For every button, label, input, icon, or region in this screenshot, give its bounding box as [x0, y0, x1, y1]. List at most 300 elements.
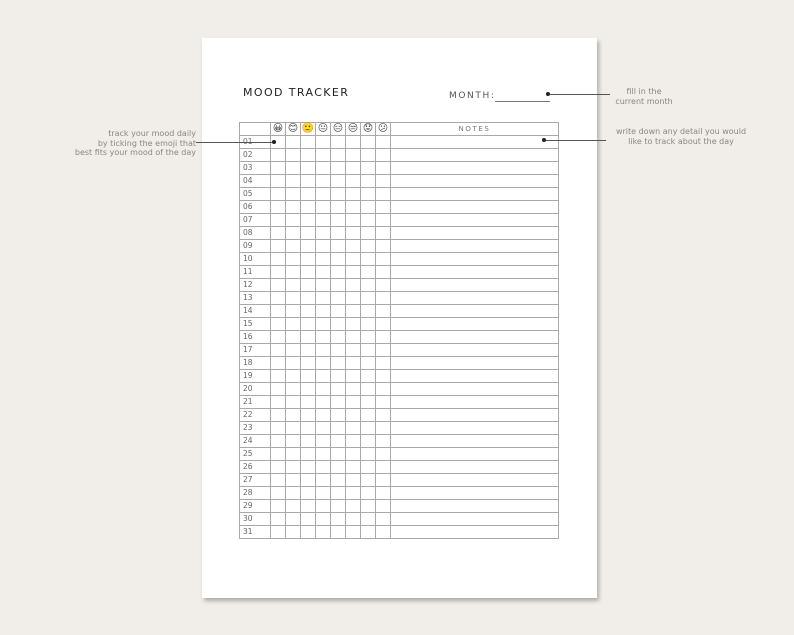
mood-checkbox[interactable]	[361, 266, 376, 279]
mood-checkbox[interactable]	[331, 136, 346, 149]
notes-cell[interactable]	[391, 292, 559, 305]
mood-checkbox[interactable]	[376, 214, 391, 227]
mood-checkbox[interactable]	[316, 162, 331, 175]
mood-checkbox[interactable]	[286, 318, 301, 331]
mood-checkbox[interactable]	[346, 201, 361, 214]
mood-checkbox[interactable]	[271, 461, 286, 474]
mood-checkbox[interactable]	[316, 279, 331, 292]
mood-checkbox[interactable]	[271, 318, 286, 331]
mood-checkbox[interactable]	[301, 357, 316, 370]
mood-checkbox[interactable]	[316, 292, 331, 305]
mood-checkbox[interactable]	[346, 435, 361, 448]
mood-checkbox[interactable]	[361, 240, 376, 253]
mood-checkbox[interactable]	[271, 266, 286, 279]
month-input-line[interactable]	[495, 101, 550, 102]
mood-checkbox[interactable]	[376, 526, 391, 539]
mood-checkbox[interactable]	[376, 383, 391, 396]
mood-checkbox[interactable]	[331, 318, 346, 331]
mood-checkbox[interactable]	[361, 474, 376, 487]
mood-checkbox[interactable]	[316, 253, 331, 266]
mood-checkbox[interactable]	[301, 279, 316, 292]
mood-checkbox[interactable]	[331, 331, 346, 344]
mood-checkbox[interactable]	[376, 292, 391, 305]
mood-checkbox[interactable]	[346, 500, 361, 513]
mood-checkbox[interactable]	[331, 435, 346, 448]
notes-cell[interactable]	[391, 500, 559, 513]
mood-checkbox[interactable]	[376, 305, 391, 318]
mood-checkbox[interactable]	[361, 487, 376, 500]
mood-checkbox[interactable]	[361, 383, 376, 396]
mood-checkbox[interactable]	[286, 344, 301, 357]
notes-cell[interactable]	[391, 279, 559, 292]
mood-checkbox[interactable]	[316, 149, 331, 162]
notes-cell[interactable]	[391, 357, 559, 370]
day-row	[240, 214, 559, 227]
mood-checkbox[interactable]	[301, 526, 316, 539]
mood-checkbox[interactable]	[316, 513, 331, 526]
mood-checkbox[interactable]	[316, 487, 331, 500]
notes-cell[interactable]	[391, 526, 559, 539]
mood-checkbox[interactable]	[346, 422, 361, 435]
mood-checkbox[interactable]	[376, 266, 391, 279]
mood-checkbox[interactable]	[316, 344, 331, 357]
mood-checkbox[interactable]	[346, 253, 361, 266]
mood-checkbox[interactable]	[286, 526, 301, 539]
notes-cell[interactable]	[391, 214, 559, 227]
mood-checkbox[interactable]	[316, 331, 331, 344]
mood-checkbox[interactable]	[271, 149, 286, 162]
mood-checkbox[interactable]	[316, 305, 331, 318]
mood-checkbox[interactable]	[286, 149, 301, 162]
mood-checkbox[interactable]	[301, 409, 316, 422]
mood-checkbox[interactable]	[316, 383, 331, 396]
mood-checkbox[interactable]	[346, 279, 361, 292]
mood-checkbox[interactable]	[286, 214, 301, 227]
mood-checkbox[interactable]	[331, 383, 346, 396]
mood-checkbox[interactable]	[331, 474, 346, 487]
mood-checkbox[interactable]	[271, 253, 286, 266]
mood-checkbox[interactable]	[361, 318, 376, 331]
mood-checkbox[interactable]	[271, 201, 286, 214]
mood-checkbox[interactable]	[271, 227, 286, 240]
mood-checkbox[interactable]	[316, 409, 331, 422]
mood-checkbox[interactable]	[376, 318, 391, 331]
mood-checkbox[interactable]	[301, 448, 316, 461]
mood-checkbox[interactable]	[271, 240, 286, 253]
mood-checkbox[interactable]	[331, 266, 346, 279]
mood-checkbox[interactable]	[316, 370, 331, 383]
mood-checkbox[interactable]	[301, 474, 316, 487]
mood-checkbox[interactable]	[271, 292, 286, 305]
mood-leader-line	[196, 142, 273, 143]
mood-checkbox[interactable]	[316, 175, 331, 188]
mood-checkbox[interactable]	[331, 201, 346, 214]
mood-checkbox[interactable]	[301, 422, 316, 435]
mood-checkbox[interactable]	[346, 396, 361, 409]
mood-checkbox[interactable]	[361, 409, 376, 422]
mood-checkbox[interactable]	[316, 422, 331, 435]
mood-checkbox[interactable]	[361, 162, 376, 175]
mood-checkbox[interactable]	[361, 435, 376, 448]
mood-checkbox[interactable]	[316, 318, 331, 331]
mood-checkbox[interactable]	[331, 461, 346, 474]
mood-checkbox[interactable]	[301, 188, 316, 201]
mood-checkbox[interactable]	[316, 240, 331, 253]
mood-checkbox[interactable]	[361, 422, 376, 435]
mood-checkbox[interactable]	[376, 448, 391, 461]
mood-checkbox[interactable]	[361, 357, 376, 370]
mood-checkbox[interactable]	[331, 279, 346, 292]
mood-checkbox[interactable]	[301, 162, 316, 175]
mood-checkbox[interactable]	[301, 240, 316, 253]
mood-checkbox[interactable]	[271, 474, 286, 487]
mood-checkbox[interactable]	[331, 500, 346, 513]
mood-emoji-icon: 😕	[376, 123, 391, 136]
mood-checkbox[interactable]	[361, 370, 376, 383]
mood-checkbox[interactable]	[376, 240, 391, 253]
mood-checkbox[interactable]	[271, 448, 286, 461]
mood-checkbox[interactable]	[286, 474, 301, 487]
mood-emoji-icon: 😒	[346, 123, 361, 136]
mood-checkbox[interactable]	[271, 331, 286, 344]
notes-cell[interactable]	[391, 513, 559, 526]
notes-cell[interactable]	[391, 240, 559, 253]
mood-checkbox[interactable]	[331, 344, 346, 357]
mood-checkbox[interactable]	[346, 149, 361, 162]
mood-checkbox[interactable]	[286, 461, 301, 474]
mood-checkbox[interactable]	[301, 136, 316, 149]
mood-checkbox[interactable]	[376, 162, 391, 175]
notes-cell[interactable]	[391, 396, 559, 409]
notes-cell[interactable]	[391, 409, 559, 422]
mood-checkbox[interactable]	[376, 500, 391, 513]
mood-checkbox[interactable]	[376, 344, 391, 357]
mood-checkbox[interactable]	[271, 526, 286, 539]
mood-checkbox[interactable]	[376, 461, 391, 474]
mood-checkbox[interactable]	[316, 136, 331, 149]
notes-cell[interactable]	[391, 149, 559, 162]
mood-checkbox[interactable]	[331, 396, 346, 409]
mood-checkbox[interactable]	[346, 513, 361, 526]
mood-checkbox[interactable]	[286, 279, 301, 292]
notes-cell[interactable]	[391, 253, 559, 266]
mood-checkbox[interactable]	[301, 175, 316, 188]
mood-checkbox[interactable]	[271, 344, 286, 357]
mood-checkbox[interactable]	[376, 357, 391, 370]
mood-checkbox[interactable]	[361, 396, 376, 409]
mood-checkbox[interactable]	[331, 526, 346, 539]
mood-checkbox[interactable]	[361, 526, 376, 539]
mood-checkbox[interactable]	[346, 370, 361, 383]
mood-checkbox[interactable]	[331, 175, 346, 188]
notes-cell[interactable]	[391, 318, 559, 331]
mood-checkbox[interactable]	[271, 383, 286, 396]
notes-cell[interactable]	[391, 487, 559, 500]
day-number: 02	[240, 149, 271, 162]
mood-checkbox[interactable]	[301, 305, 316, 318]
mood-checkbox[interactable]	[376, 435, 391, 448]
mood-checkbox[interactable]	[271, 279, 286, 292]
notes-cell[interactable]	[391, 331, 559, 344]
mood-checkbox[interactable]	[316, 201, 331, 214]
mood-checkbox[interactable]	[346, 526, 361, 539]
notes-cell[interactable]	[391, 344, 559, 357]
mood-checkbox[interactable]	[346, 214, 361, 227]
mood-checkbox[interactable]	[331, 253, 346, 266]
mood-checkbox[interactable]	[361, 448, 376, 461]
mood-checkbox[interactable]	[316, 448, 331, 461]
mood-checkbox[interactable]	[346, 240, 361, 253]
mood-checkbox[interactable]	[286, 240, 301, 253]
mood-checkbox[interactable]	[361, 513, 376, 526]
mood-checkbox[interactable]	[346, 487, 361, 500]
mood-checkbox[interactable]	[331, 487, 346, 500]
mood-checkbox[interactable]	[286, 331, 301, 344]
day-row	[240, 448, 559, 461]
mood-checkbox[interactable]	[301, 214, 316, 227]
mood-checkbox[interactable]	[376, 422, 391, 435]
mood-checkbox[interactable]	[316, 526, 331, 539]
mood-checkbox[interactable]	[346, 331, 361, 344]
mood-checkbox[interactable]	[316, 214, 331, 227]
notes-cell[interactable]	[391, 227, 559, 240]
mood-checkbox[interactable]	[346, 136, 361, 149]
mood-checkbox[interactable]	[331, 149, 346, 162]
annotation-line: best fits your mood of the day	[74, 148, 196, 157]
mood-checkbox[interactable]	[361, 227, 376, 240]
mood-checkbox[interactable]	[286, 500, 301, 513]
day-number: 12	[240, 279, 271, 292]
mood-checkbox[interactable]	[331, 162, 346, 175]
notes-cell[interactable]	[391, 175, 559, 188]
mood-checkbox[interactable]	[301, 331, 316, 344]
notes-cell[interactable]	[391, 422, 559, 435]
mood-checkbox[interactable]	[271, 214, 286, 227]
mood-checkbox[interactable]	[331, 227, 346, 240]
mood-checkbox[interactable]	[361, 253, 376, 266]
mood-checkbox[interactable]	[301, 292, 316, 305]
annotation-line: track your mood daily	[108, 129, 196, 138]
mood-checkbox[interactable]	[286, 448, 301, 461]
mood-checkbox[interactable]	[376, 227, 391, 240]
annotation-line: by ticking the emoji that	[97, 138, 196, 148]
mood-checkbox[interactable]	[301, 344, 316, 357]
mood-checkbox[interactable]	[316, 396, 331, 409]
mood-checkbox[interactable]	[286, 422, 301, 435]
mood-checkbox[interactable]	[301, 266, 316, 279]
notes-cell[interactable]	[391, 188, 559, 201]
mood-checkbox[interactable]	[346, 383, 361, 396]
mood-checkbox[interactable]	[301, 513, 316, 526]
mood-checkbox[interactable]	[331, 422, 346, 435]
mood-checkbox[interactable]	[286, 201, 301, 214]
mood-checkbox[interactable]	[316, 500, 331, 513]
mood-checkbox[interactable]	[346, 162, 361, 175]
mood-checkbox[interactable]	[346, 409, 361, 422]
mood-checkbox[interactable]	[331, 513, 346, 526]
mood-checkbox[interactable]	[301, 435, 316, 448]
page-title: MOOD TRACKER	[243, 86, 350, 99]
mood-checkbox[interactable]	[376, 253, 391, 266]
mood-checkbox[interactable]	[271, 175, 286, 188]
mood-checkbox[interactable]	[346, 474, 361, 487]
mood-checkbox[interactable]	[271, 422, 286, 435]
mood-checkbox[interactable]	[271, 500, 286, 513]
mood-checkbox[interactable]	[316, 266, 331, 279]
mood-checkbox[interactable]	[271, 396, 286, 409]
mood-checkbox[interactable]	[271, 305, 286, 318]
notes-cell[interactable]	[391, 305, 559, 318]
mood-checkbox[interactable]	[316, 188, 331, 201]
day-number: 13	[240, 292, 271, 305]
mood-checkbox[interactable]	[361, 214, 376, 227]
mood-checkbox[interactable]	[376, 188, 391, 201]
mood-checkbox[interactable]	[331, 188, 346, 201]
mood-checkbox[interactable]	[286, 175, 301, 188]
mood-checkbox[interactable]	[331, 370, 346, 383]
mood-checkbox[interactable]	[286, 162, 301, 175]
day-row	[240, 461, 559, 474]
mood-checkbox[interactable]	[286, 136, 301, 149]
mood-checkbox[interactable]	[286, 253, 301, 266]
mood-checkbox[interactable]	[286, 227, 301, 240]
mood-checkbox[interactable]	[331, 357, 346, 370]
mood-checkbox[interactable]	[301, 318, 316, 331]
mood-checkbox[interactable]	[361, 500, 376, 513]
mood-checkbox[interactable]	[361, 292, 376, 305]
notes-cell[interactable]	[391, 266, 559, 279]
mood-checkbox[interactable]	[301, 149, 316, 162]
mood-checkbox[interactable]	[346, 357, 361, 370]
mood-checkbox[interactable]	[301, 253, 316, 266]
mood-checkbox[interactable]	[316, 474, 331, 487]
mood-checkbox[interactable]	[376, 175, 391, 188]
mood-checkbox[interactable]	[331, 448, 346, 461]
mood-checkbox[interactable]	[376, 513, 391, 526]
mood-checkbox[interactable]	[361, 344, 376, 357]
mood-checkbox[interactable]	[361, 175, 376, 188]
notes-cell[interactable]	[391, 162, 559, 175]
mood-checkbox[interactable]	[271, 162, 286, 175]
mood-checkbox[interactable]	[316, 357, 331, 370]
notes-cell[interactable]	[391, 435, 559, 448]
mood-checkbox[interactable]	[286, 370, 301, 383]
mood-checkbox[interactable]	[361, 279, 376, 292]
mood-checkbox[interactable]	[301, 500, 316, 513]
day-row	[240, 474, 559, 487]
mood-checkbox[interactable]	[376, 409, 391, 422]
mood-checkbox[interactable]	[376, 331, 391, 344]
day-row	[240, 201, 559, 214]
mood-checkbox[interactable]	[376, 279, 391, 292]
mood-checkbox[interactable]	[346, 344, 361, 357]
mood-checkbox[interactable]	[331, 240, 346, 253]
mood-checkbox[interactable]	[361, 188, 376, 201]
mood-checkbox[interactable]	[286, 409, 301, 422]
mood-checkbox[interactable]	[286, 383, 301, 396]
mood-checkbox[interactable]	[271, 357, 286, 370]
mood-checkbox[interactable]	[331, 292, 346, 305]
day-row	[240, 383, 559, 396]
notes-cell[interactable]	[391, 136, 559, 149]
mood-checkbox[interactable]	[271, 188, 286, 201]
mood-checkbox[interactable]	[361, 201, 376, 214]
mood-checkbox[interactable]	[301, 487, 316, 500]
notes-cell[interactable]	[391, 461, 559, 474]
mood-checkbox[interactable]	[286, 266, 301, 279]
mood-checkbox[interactable]	[346, 461, 361, 474]
mood-checkbox[interactable]	[331, 409, 346, 422]
notes-cell[interactable]	[391, 448, 559, 461]
mood-checkbox[interactable]	[286, 357, 301, 370]
day-number: 21	[240, 396, 271, 409]
mood-checkbox[interactable]	[346, 227, 361, 240]
mood-checkbox[interactable]	[331, 214, 346, 227]
mood-checkbox[interactable]	[286, 513, 301, 526]
mood-leader-dot	[272, 140, 276, 144]
mood-checkbox[interactable]	[301, 201, 316, 214]
day-number: 08	[240, 227, 271, 240]
mood-checkbox[interactable]	[316, 461, 331, 474]
mood-checkbox[interactable]	[346, 318, 361, 331]
mood-checkbox[interactable]	[376, 136, 391, 149]
mood-checkbox[interactable]	[271, 370, 286, 383]
mood-checkbox[interactable]	[346, 305, 361, 318]
mood-checkbox[interactable]	[376, 396, 391, 409]
notes-cell[interactable]	[391, 370, 559, 383]
mood-checkbox[interactable]	[286, 487, 301, 500]
mood-checkbox[interactable]	[361, 136, 376, 149]
mood-checkbox[interactable]	[376, 474, 391, 487]
mood-checkbox[interactable]	[271, 409, 286, 422]
mood-checkbox[interactable]	[301, 370, 316, 383]
notes-cell[interactable]	[391, 383, 559, 396]
mood-checkbox[interactable]	[346, 292, 361, 305]
mood-checkbox[interactable]	[286, 396, 301, 409]
mood-checkbox[interactable]	[316, 227, 331, 240]
notes-cell[interactable]	[391, 474, 559, 487]
mood-checkbox[interactable]	[301, 396, 316, 409]
mood-checkbox[interactable]	[301, 383, 316, 396]
mood-checkbox[interactable]	[361, 461, 376, 474]
mood-checkbox[interactable]	[346, 188, 361, 201]
mood-checkbox[interactable]	[301, 461, 316, 474]
mood-checkbox[interactable]	[346, 175, 361, 188]
mood-checkbox[interactable]	[361, 149, 376, 162]
mood-checkbox[interactable]	[376, 201, 391, 214]
mood-checkbox[interactable]	[286, 435, 301, 448]
mood-checkbox[interactable]	[361, 331, 376, 344]
mood-checkbox[interactable]	[271, 435, 286, 448]
mood-checkbox[interactable]	[286, 188, 301, 201]
mood-checkbox[interactable]	[361, 305, 376, 318]
mood-checkbox[interactable]	[331, 305, 346, 318]
notes-cell[interactable]	[391, 201, 559, 214]
mood-checkbox[interactable]	[376, 149, 391, 162]
mood-checkbox[interactable]	[271, 487, 286, 500]
mood-checkbox[interactable]	[346, 266, 361, 279]
mood-checkbox[interactable]	[346, 448, 361, 461]
mood-checkbox[interactable]	[301, 227, 316, 240]
mood-checkbox[interactable]	[271, 513, 286, 526]
day-number: 06	[240, 201, 271, 214]
mood-checkbox[interactable]	[316, 435, 331, 448]
mood-checkbox[interactable]	[376, 487, 391, 500]
mood-checkbox[interactable]	[376, 370, 391, 383]
day-row	[240, 357, 559, 370]
mood-checkbox[interactable]	[286, 292, 301, 305]
mood-checkbox[interactable]	[286, 305, 301, 318]
